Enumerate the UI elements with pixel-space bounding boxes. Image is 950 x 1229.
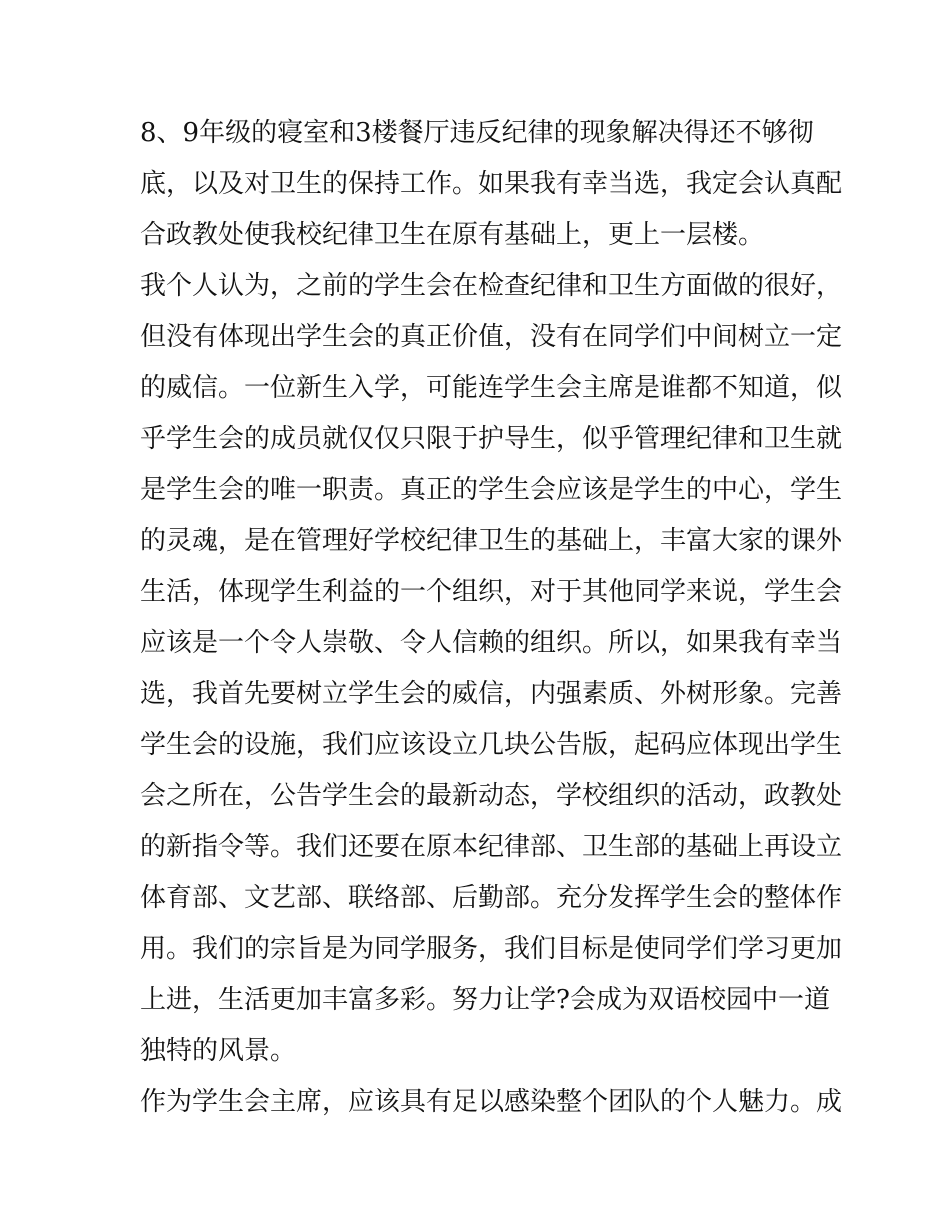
- text-line: 选，我首先要树立学生会的威信，内强素质、外树形象。完善: [140, 679, 843, 709]
- text-line: 的灵魂，是在管理好学校纪律卫生的基础上，丰富大家的课外: [140, 526, 843, 556]
- text-line: 用。我们的宗旨是为同学服务，我们目标是使同学们学习更加: [140, 934, 843, 964]
- text-line: 8、9年级的寝室和3楼餐厅违反纪律的现象解决得还不够彻: [140, 118, 814, 148]
- text-line: 生活，体现学生利益的一个组织，对于其他同学来说，学生会: [140, 577, 843, 607]
- text-line: 是学生会的唯一职责。真正的学生会应该是学生的中心，学生: [140, 475, 843, 505]
- text-line: 上进，生活更加丰富多彩。努力让学?会成为双语校园中一道: [140, 985, 830, 1015]
- text-line: 乎学生会的成员就仅仅只限于护导生，似乎管理纪律和卫生就: [140, 424, 843, 454]
- text-line: 合政教处使我校纪律卫生在原有基础上，更上一层楼。: [140, 220, 765, 250]
- paragraph-2: [140, 261, 843, 1077]
- paragraph-1: [140, 108, 843, 261]
- text-line: 作为学生会主席，应该具有足以感染整个团队的个人魅力。成: [140, 1087, 843, 1117]
- text-line: 应该是一个令人崇敬、令人信赖的组织。所以，如果我有幸当: [140, 628, 843, 658]
- text-line: 但没有体现出学生会的真正价值，没有在同学们中间树立一定: [140, 322, 843, 352]
- text-line: 底，以及对卫生的保持工作。如果我有幸当选，我定会认真配: [140, 169, 843, 199]
- text-line: 的威信。一位新生入学，可能连学生会主席是谁都不知道，似: [140, 373, 843, 403]
- text-line: 的新指令等。我们还要在原本纪律部、卫生部的基础上再设立: [140, 832, 843, 862]
- text-line: 独特的风景。: [140, 1036, 297, 1066]
- text-line: 我个人认为，之前的学生会在检查纪律和卫生方面做的很好，: [140, 271, 843, 301]
- body-text: [140, 108, 843, 1128]
- text-line: 体育部、文艺部、联络部、后勤部。充分发挥学生会的整体作: [140, 883, 843, 913]
- text-line: 学生会的设施，我们应该设立几块公告版，起码应体现出学生: [140, 730, 843, 760]
- paragraph-3: [140, 1077, 843, 1128]
- text-line: 会之所在，公告学生会的最新动态，学校组织的活动，政教处: [140, 781, 843, 811]
